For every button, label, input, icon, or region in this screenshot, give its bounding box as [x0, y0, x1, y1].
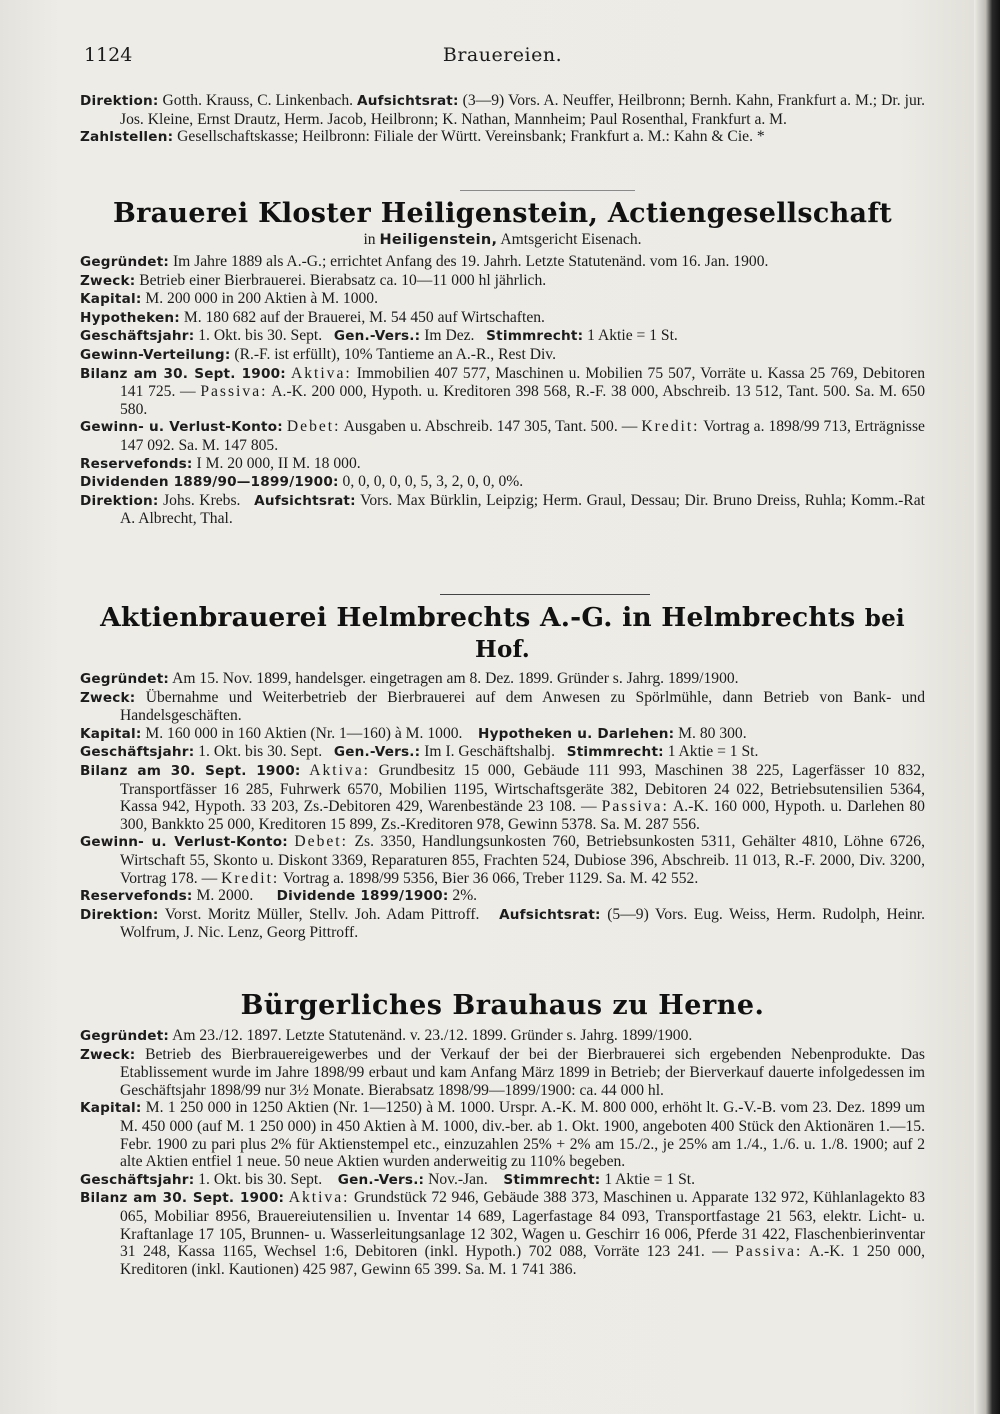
zweck-text: Betrieb einer Bierbrauerei. Bierabsatz ca. 10—11 000 hl jährlich.: [139, 271, 547, 289]
ar-text: (5—9) Vors. Eug. Weiss, Herm. Rudolph, Heinr. Wolfrum, J. Nic. Lenz, Georg Pittroff.: [120, 905, 925, 942]
bilanz-aktiva: Grundbesitz 15 000, Gebäude 111 993, Maschinen 38 225, Lagerfässer 10 832, Transportfässer 16 285, Fuhrwerk 6570, Mobilien 1195, Wirtschaftsgeräte 382, Debitoren 24 022, Betriebsutensilien 5364, Kassa 942, Hypoth. 33 203, Zs.-Debitoren 429, Warenbestände 23 108. —: [120, 761, 925, 816]
prev-direktion-text: Gotth. Krauss, C. Linkenbach.: [162, 92, 354, 109]
bilanz-key: Bilanz am 30. Sept. 1900:: [80, 365, 286, 382]
gv-key: Gen.-Vers.:: [337, 1171, 425, 1188]
zweck-key: Zweck:: [80, 272, 136, 289]
gegruendet-line: [80, 1027, 925, 1046]
gj-key: Geschäftsjahr:: [80, 744, 195, 761]
kapital-line: [80, 290, 925, 309]
page-number: 1124: [84, 44, 133, 66]
sub-pre: in: [363, 231, 376, 248]
gegruendet-text: Am 15. Nov. 1899, handelsger. eingetragen am 8. Dez. 1899. Gründer s. Jahrg. 1899/1900.: [172, 670, 739, 687]
title-main: Aktienbrauerei Helmbrechts A.-G. in Helmbrechts: [100, 602, 856, 633]
entry-kloster-heiligenstein: [80, 198, 925, 528]
gj-key: Geschäftsjahr:: [80, 328, 195, 345]
geschaeftsjahr-line: [80, 327, 925, 346]
prev-zahlstellen-key: Zahlstellen:: [80, 129, 174, 146]
kapital-key: Kapital:: [80, 291, 142, 308]
prev-zahlstellen-text: Gesellschaftskasse; Heilbronn: Filiale der Württ. Vereinsbank; Frankfurt a. M.: Kahn & Cie. *: [177, 128, 765, 146]
bilanz-line: [80, 762, 925, 833]
gegruendet-key: Gegründet:: [80, 671, 170, 687]
hyp-key: Hypotheken u. Darlehen:: [478, 725, 675, 742]
gegruendet-key: Gegründet:: [80, 1028, 170, 1044]
zweck-text: Betrieb des Bierbrauereigewerbes und der Verkauf der bei der Bierbrauerei sich ergebenden Nebenprodukte. Das Etablissement wurde im Jahre 1898/99 erbaut und kam Anfang März 1899 in Betrieb; der Bierverkauf dauerte infolgedessen im Geschäftsjahr 1898/99 nur 3½ Monate. Bierabsatz 1898/99—1899/1900: ca. 44 000 hl.: [120, 1045, 925, 1099]
gv-text: Nov.-Jan.: [428, 1170, 488, 1188]
gewinnverteilung-line: [80, 346, 925, 365]
hyp-text: M. 80 300.: [678, 724, 747, 742]
entry-helmbrechts: [80, 602, 925, 942]
debet-label: Debet:: [286, 418, 341, 436]
sr-text: 1 Aktie = 1 St.: [587, 327, 678, 345]
ar-text: Vors. Max Bürklin, Leipzig; Herm. Graul, Dessau; Dir. Bruno Dreiss, Ruhla; Komm.-Rat A. Albrecht, Thal.: [120, 491, 926, 528]
sr-text: 1 Aktie = 1 St.: [604, 1170, 695, 1188]
div-key: Dividende 1899/1900:: [276, 888, 449, 905]
passiva-label: Passiva:: [601, 798, 669, 816]
zweck-line: [80, 1046, 925, 1100]
gj-text: 1. Okt. bis 30. Sept.: [198, 743, 323, 761]
gv-text: Im I. Geschäftshalbj.: [424, 743, 555, 761]
sr-key: Stimmrecht:: [503, 1171, 601, 1188]
sr-key: Stimmrecht:: [566, 744, 664, 761]
div-text: 0, 0, 0, 0, 0, 5, 3, 2, 0, 0, 0%.: [342, 473, 524, 491]
debet-label: Debet:: [294, 833, 348, 851]
direktion-text: Johs. Krebs.: [163, 491, 241, 509]
bilanz-aktiva: Immobilien 407 577, Maschinen u. Mobilien 75 507, Vorräte u. Kassa 25 769, Debitoren 141 725. —: [120, 364, 925, 401]
prev-zahlstellen: [80, 128, 925, 147]
hypotheken-line: [80, 309, 925, 328]
direktion-line: [80, 492, 925, 528]
kapital-text: M. 160 000 in 160 Aktien (Nr. 1—160) à M. 1000.: [145, 724, 463, 742]
zweck-key: Zweck:: [80, 1046, 136, 1063]
guv-line: [80, 418, 925, 454]
guv-key: Gewinn- u. Verlust-Konto:: [80, 834, 288, 851]
kapital-text: M. 200 000 in 200 Aktien à M. 1000.: [145, 290, 378, 308]
bilanz-passiva: A.-K. 200 000, Hypoth. u. Kreditoren 398 568, R.-F. 38 000, Abschreib. 13 512, Tant. 500. Sa. M. 650 580.: [120, 383, 926, 418]
geschaeftsjahr-line: [80, 1171, 925, 1190]
guv-debet: Ausgaben u. Abschreib. 147 305, Tant. 500. —: [343, 418, 638, 436]
gv-key: Gen.-Vers.:: [333, 328, 421, 345]
ar-key: Aufsichtsrat:: [254, 492, 356, 509]
prev-direktion-key: Direktion:: [80, 93, 159, 109]
guv-line: [80, 833, 925, 887]
gv-key: Gen.-Vers.:: [333, 744, 421, 761]
gj-key: Geschäftsjahr:: [80, 1171, 195, 1188]
kredit-label: Kredit:: [641, 418, 700, 436]
sub-location: Heiligenstein,: [379, 232, 498, 248]
div-text: 2%.: [452, 887, 478, 905]
reserve-line: [80, 455, 925, 474]
passiva-label: Passiva:: [200, 383, 268, 401]
kapital-key: Kapital:: [80, 1100, 142, 1117]
reserve-dividende-line: [80, 887, 925, 906]
scan-edge: [974, 0, 1000, 1414]
reserve-key: Reservefonds:: [80, 455, 193, 472]
title-tail: bei Hof.: [475, 605, 905, 663]
gegruendet-text: Im Jahre 1889 als A.-G.; errichtet Anfang des 19. Jahrh. Letzte Statutenänd. vom 16. Jan. 1900.: [172, 253, 769, 270]
aktiva-label: Aktiva:: [290, 364, 352, 382]
direktion-text: Vorst. Moritz Müller, Stellv. Joh. Adam Pittroff.: [164, 905, 480, 923]
gegruendet-key: Gegründet:: [80, 254, 170, 270]
entry-herne: [80, 990, 925, 1278]
running-title: Brauereien.: [442, 44, 563, 66]
entry-title: [80, 602, 925, 664]
section-divider: [440, 594, 650, 595]
gewinnv-key: Gewinn-Verteilung:: [80, 346, 231, 363]
direktion-line: [80, 906, 925, 942]
running-head: [80, 44, 925, 70]
aktiva-label: Aktiva:: [309, 761, 370, 779]
entry-title: Bürgerliches Brauhaus zu Herne.: [240, 990, 765, 1021]
sr-text: 1 Aktie = 1 St.: [667, 743, 759, 761]
prev-aufsichtsrat-key: Aufsichtsrat:: [357, 93, 459, 109]
guv-key: Gewinn- u. Verlust-Konto:: [80, 419, 283, 436]
kredit-label: Kredit:: [221, 869, 280, 887]
gegruendet-line: [80, 670, 925, 689]
direktion-key: Direktion:: [80, 906, 159, 923]
gj-text: 1. Okt. bis 30. Sept.: [198, 1170, 323, 1188]
reserve-text: I M. 20 000, II M. 18 000.: [196, 454, 361, 472]
gv-text: Im Dez.: [424, 327, 475, 345]
div-key: Dividenden 1889/90—1899/1900:: [80, 474, 339, 491]
section-divider: [460, 190, 635, 191]
entry-title: Brauerei Kloster Heiligenstein, Actiengesellschaft: [112, 198, 893, 229]
hypotheken-key: Hypotheken:: [80, 309, 180, 326]
bilanz-line: [80, 365, 925, 419]
guv-debet: Zs. 3350, Handlungsunkosten 760, Betriebsunkosten 5311, Gehälter 4810, Löhne 6726, Wirtschaft 55, Skonto u. Diskont 3369, Reparaturen 855, Frachten 524, Dubiose 396, Abschreib. 11 013, R.-F. 2000, Div. 3200, Vortrag 178. —: [120, 833, 925, 887]
kapital-line: [80, 725, 925, 744]
direktion-key: Direktion:: [80, 492, 159, 509]
reserve-text: M. 2000.: [196, 887, 254, 905]
kapital-line: [80, 1099, 925, 1170]
bilanz-key: Bilanz am 30. Sept. 1900:: [80, 1190, 285, 1207]
guv-kredit: Vortrag a. 1898/99 5356, Bier 36 066, Treber 1129. Sa. M. 42 552.: [282, 869, 699, 887]
sub-post: Amtsgericht Eisenach.: [500, 231, 642, 248]
prev-aufsichtsrat-text: (3—9) Vors. A. Neuffer, Heilbronn; Bernh. Kahn, Frankfurt a. M.; Dr. jur. Jos. Kleine, Ernst Drautz, Herm. Jacob, Heilbronn; K. Nathan, Mannheim; Paul Rosenthal, Frankfurt a. M.: [120, 92, 925, 128]
bilanz-key: Bilanz am 30. Sept. 1900:: [80, 762, 301, 779]
bilanz-aktiva: Grundstück 72 946, Gebäude 388 373, Maschinen u. Apparate 132 972, Kühlanlagekto 83 065, Mobiliar 8956, Brauereiutensilien u. Inventar 14 689, Lagerfastage 84 093, Transportfastage 21 563, elektr. Licht- u. Kraftanlage 17 105, Brunnen- u. Wasserleitungsanlage 12 302, Wagen u. Geschirr 16 006, Pferde 31 422, Flaschenbierinventar 31 248, Kassa 1165, Wechsel 1:6, Debitoren (inkl. Hypoth.) 702 088, Vorräte 123 241. —: [120, 1189, 925, 1261]
zweck-line: [80, 272, 925, 291]
zweck-text: Übernahme und Weiterbetrieb der Bierbrauerei auf dem Anwesen zu Spörlmühle, dann Betrieb von Bank- und Handelsgeschäften.: [120, 688, 925, 725]
passiva-label: Passiva:: [735, 1243, 803, 1261]
entry-subtitle: [80, 231, 925, 249]
prev-entry-block: [80, 92, 925, 147]
kapital-key: Kapital:: [80, 725, 142, 742]
bilanz-line: [80, 1189, 925, 1278]
gewinnv-text: (R.-F. ist erfüllt), 10% Tantieme an A.-R., Rest Div.: [234, 345, 556, 363]
reserve-key: Reservefonds:: [80, 888, 193, 905]
zweck-line: [80, 689, 925, 725]
prev-direktion: [80, 92, 925, 128]
gegruendet-line: [80, 253, 925, 272]
aktiva-label: Aktiva:: [288, 1189, 350, 1207]
hypotheken-text: M. 180 682 auf der Brauerei, M. 54 450 auf Wirtschaften.: [183, 308, 545, 326]
sr-key: Stimmrecht:: [486, 328, 584, 345]
ar-key: Aufsichtsrat:: [499, 906, 601, 923]
guv-kredit: Vortrag a. 1898/99 713, Erträgnisse 147 092. Sa. M. 147 805.: [120, 418, 925, 454]
bilanz-passiva: A.-K. 1 250 000, Kreditoren (inkl. Kautionen) 425 987, Gewinn 65 399. Sa. M. 1 741 386.: [120, 1243, 925, 1278]
bilanz-passiva: A.-K. 160 000, Hypoth. u. Darlehen 80 300, Bankkto 25 000, Kreditoren 15 899, Zs.-Kreditoren 978, Gewinn 5378. Sa. M. 287 556.: [120, 798, 925, 833]
gj-text: 1. Okt. bis 30. Sept.: [198, 327, 323, 345]
dividenden-line: [80, 473, 925, 492]
kapital-text: M. 1 250 000 in 1250 Aktien (Nr. 1—1250) à M. 1000. Urspr. A.-K. M. 800 000, erhöht lt. G.-V.-B. vom 23. Dez. 1899 um M. 450 000 (auf M. 1 250 000) in 450 Aktien à M. 1000, div.-ber. ab 1. Okt. 1900, angeboten 400 Stück den Aktionären 1.—15. Febr. 1900 zu pari plus 2% für Aktienstempel etc., einzuzahlen 25% + 2% am 15./2., je 25% am 1./4., 1./6. u. 1./8. 1900; auf 2 alte Aktien entfiel 1 neue. 50 neue Aktien wurden anderweitig zu 110% begeben.: [120, 1099, 925, 1171]
gegruendet-text: Am 23./12. 1897. Letzte Statutenänd. v. 23./12. 1899. Gründer s. Jahrg. 1899/1900.: [172, 1027, 693, 1044]
geschaeftsjahr-line: [80, 743, 925, 762]
zweck-key: Zweck:: [80, 689, 136, 706]
